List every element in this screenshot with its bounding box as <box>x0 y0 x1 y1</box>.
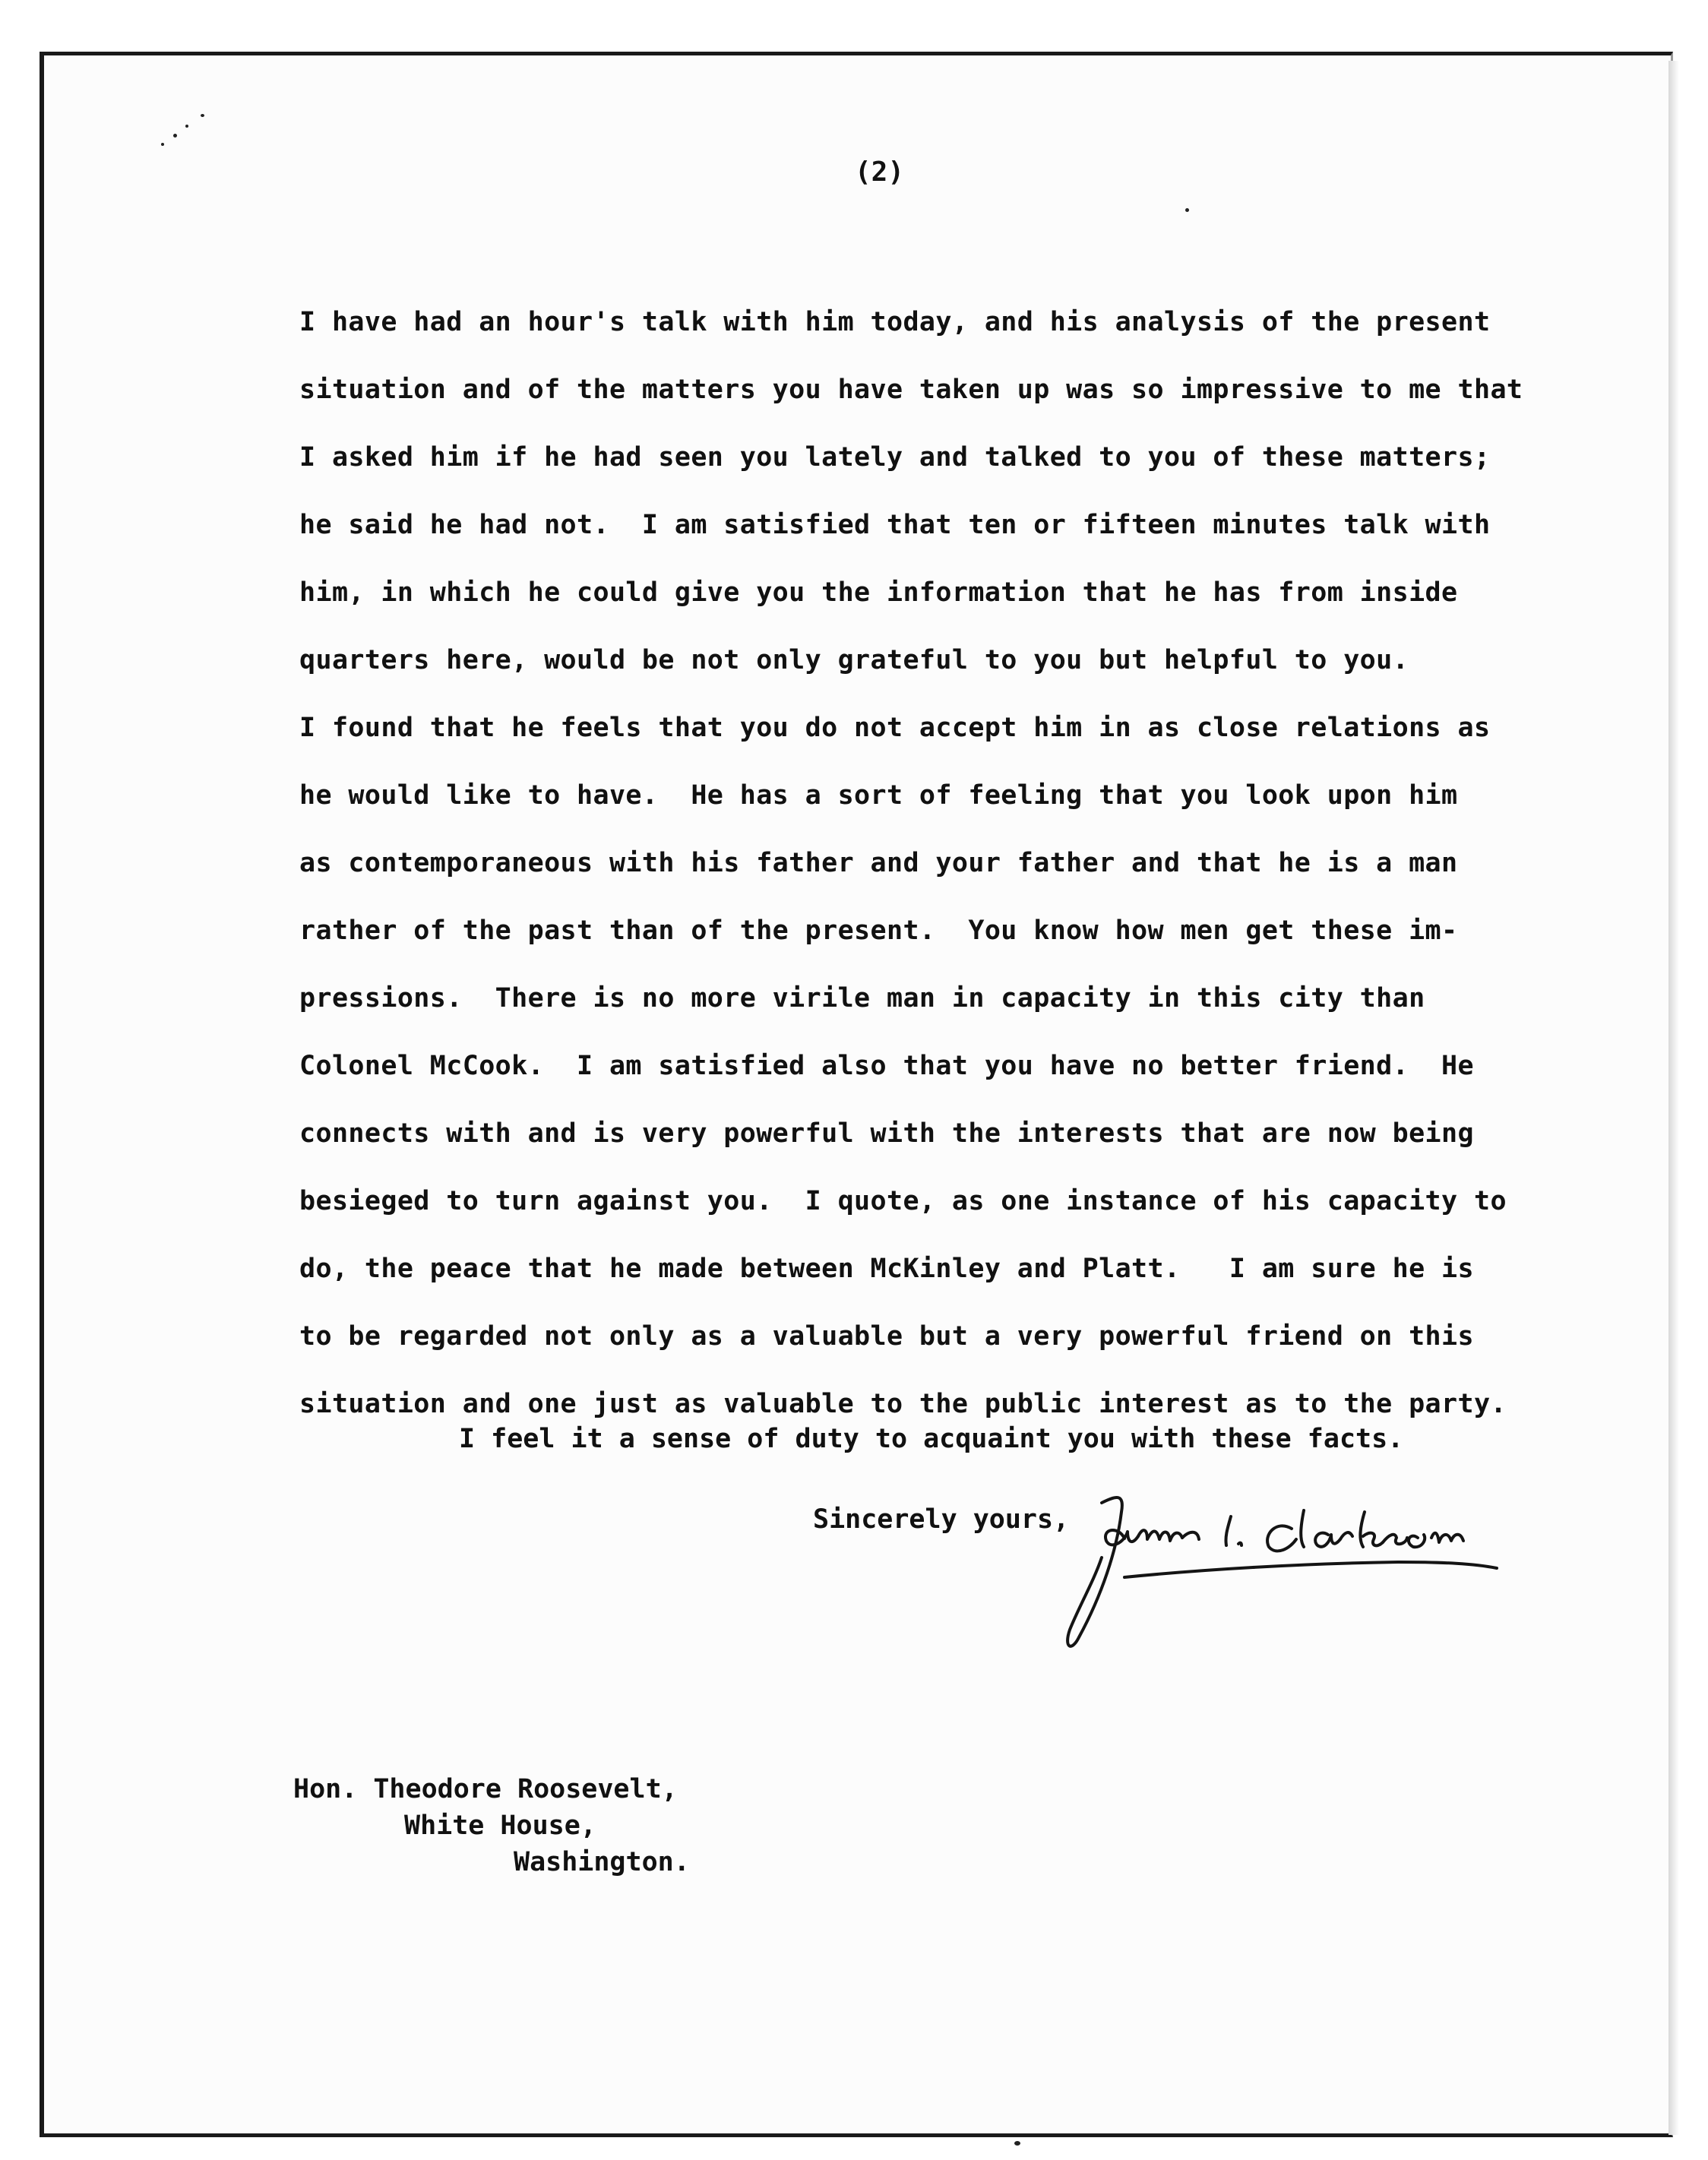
body-line: he would like to have. He has a sort of feeling that you look upon him <box>299 780 1458 811</box>
body-line: Colonel McCook. I am satisfied also that you have no better friend. He <box>299 1051 1474 1081</box>
body-line: pressions. There is no more virile man in capacity in this city than <box>299 983 1425 1014</box>
handwritten-signature <box>1049 1466 1565 1656</box>
body-line: do, the peace that he made between McKinley and Platt. I am sure he is <box>299 1254 1474 1284</box>
body-line: situation and of the matters you have taken up was so impressive to me that <box>299 375 1523 405</box>
addressee-city: Washington. <box>514 1847 690 1877</box>
valediction: Sincerely yours, <box>813 1504 1070 1535</box>
body-line: connects with and is very powerful with the interests that are now being <box>299 1118 1474 1149</box>
page-number: (2) <box>855 157 905 188</box>
body-line: quarters here, would be not only grateful to you but helpful to you. <box>299 645 1409 675</box>
body-line: to be regarded not only as a valuable but a very powerful friend on this <box>299 1321 1474 1352</box>
body-line: I asked him if he had seen you lately and talked to you of these matters; <box>299 442 1491 473</box>
letter-body <box>299 289 1530 1438</box>
addressee-building: White House, <box>404 1811 596 1841</box>
closing-line: I feel it a sense of duty to acquaint you with these facts. <box>459 1424 1404 1454</box>
addressee-name: Hon. Theodore Roosevelt, <box>293 1774 678 1804</box>
body-line: situation and one just as valuable to the public interest as to the party. <box>299 1389 1507 1419</box>
body-line: as contemporaneous with his father and your father and that he is a man <box>299 848 1458 878</box>
body-line: besieged to turn against you. I quote, as one instance of his capacity to <box>299 1186 1507 1216</box>
body-line: he said he had not. I am satisfied that ten or fifteen minutes talk with <box>299 510 1491 540</box>
body-line: him, in which he could give you the information that he has from inside <box>299 577 1458 608</box>
body-line: I found that he feels that you do not accept him in as close relations as <box>299 713 1491 743</box>
page-edge-shadow <box>1668 61 1679 2135</box>
body-line: rather of the past than of the present. You know how men get these im- <box>299 916 1458 946</box>
body-line: I have had an hour's talk with him today, and his analysis of the present <box>299 307 1491 337</box>
